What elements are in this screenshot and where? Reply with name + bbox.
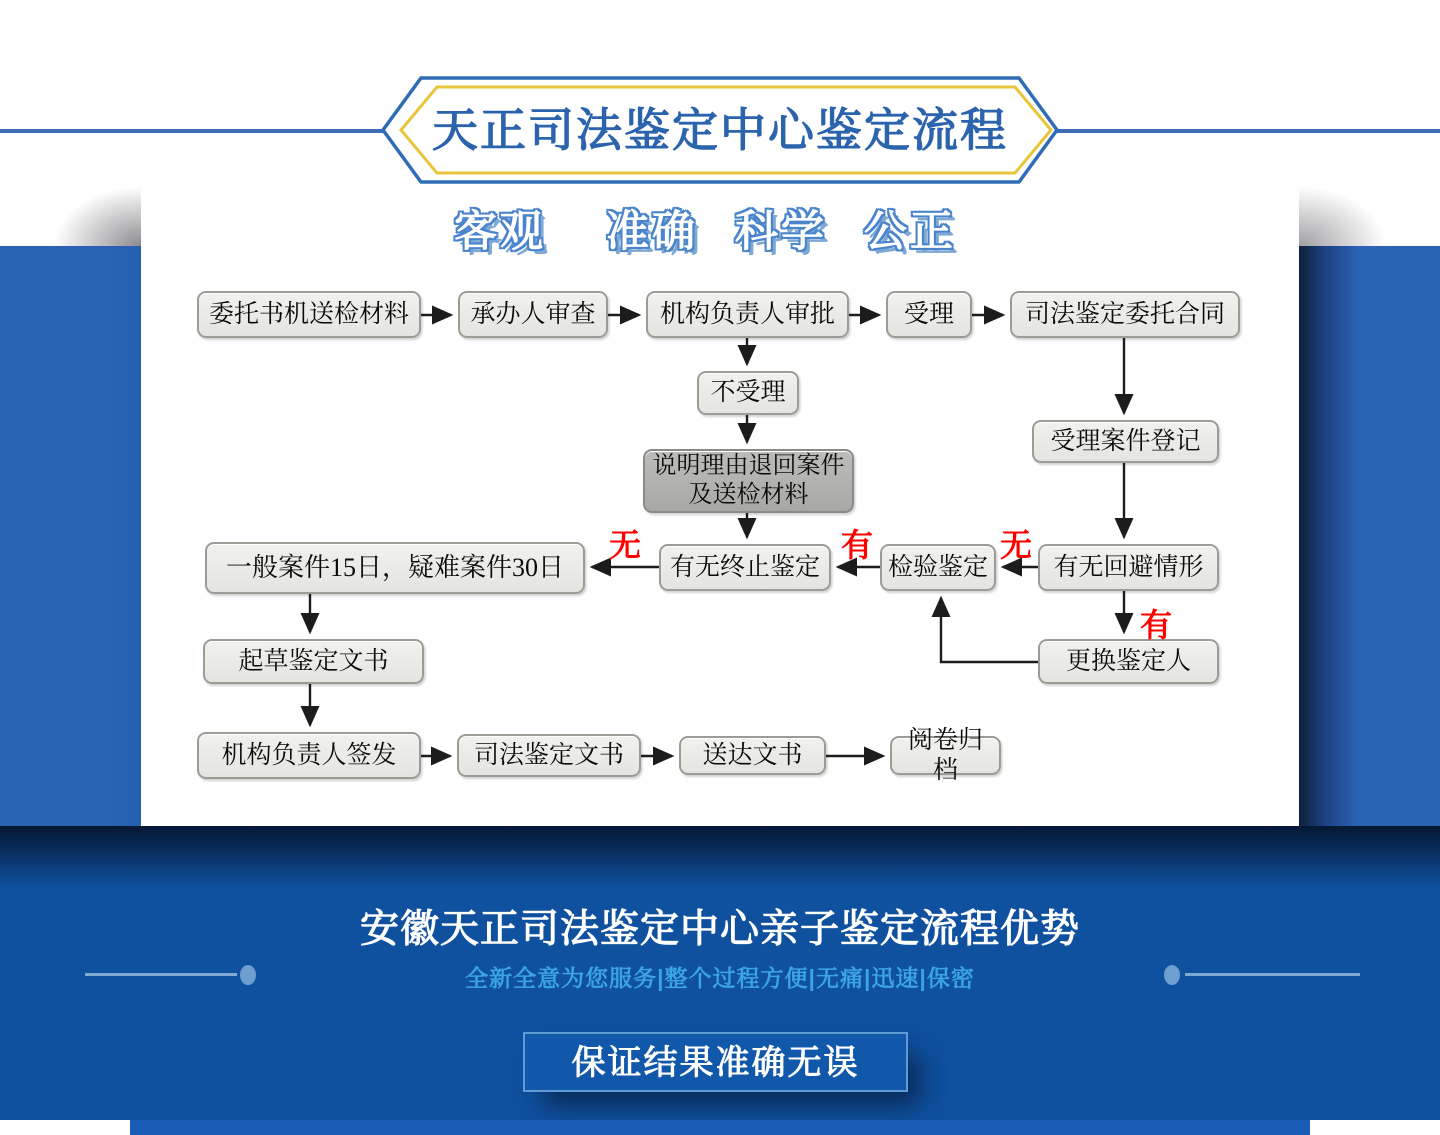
node-recusal-check: 有无回避情形 — [1038, 544, 1219, 591]
guarantee-button[interactable]: 保证结果准确无误 — [523, 1032, 908, 1092]
node-replace-appraiser: 更换鉴定人 — [1038, 639, 1219, 684]
footer-blue-bar — [130, 1120, 1310, 1135]
node-entrust-contract: 司法鉴定委托合同 — [1010, 291, 1240, 338]
node-archive: 阅卷归档 — [890, 736, 1001, 775]
bottom-blue-section — [0, 826, 1440, 1120]
edge-label-no: 无 — [999, 527, 1032, 563]
node-judicial-document: 司法鉴定文书 — [457, 734, 641, 777]
node-entrust-materials: 委托书机送检材料 — [197, 291, 421, 338]
node-reject: 不受理 — [697, 371, 799, 415]
right-blue-sidebar — [1299, 246, 1440, 826]
panel-drop-shadow — [0, 826, 1440, 888]
node-inspection: 检验鉴定 — [880, 544, 996, 591]
node-case-registration: 受理案件登记 — [1032, 420, 1219, 463]
slogan-text — [0, 198, 1410, 259]
divider-dot-right — [1164, 965, 1180, 985]
slogan-word: 科学 — [734, 208, 827, 256]
flow-arrow — [941, 598, 1038, 662]
edge-label-yes: 有 — [1139, 607, 1172, 643]
advantage-heading: 安徽天正司法鉴定中心亲子鉴定流程优势 — [359, 908, 1080, 951]
node-handler-review: 承办人审查 — [458, 291, 608, 338]
slogan-word: 准确 — [606, 208, 699, 256]
edge-label-yes: 有 — [840, 527, 873, 563]
node-termination-check: 有无终止鉴定 — [659, 544, 831, 591]
slogan-word: 公正 — [863, 208, 956, 256]
node-draft-document: 起草鉴定文书 — [203, 639, 424, 684]
node-time-limit: 一般案件15日，疑难案件30日 — [205, 542, 585, 594]
footer-strip — [0, 1120, 1440, 1135]
slogan-word: 客观 — [454, 208, 547, 256]
divider-line-right — [1185, 973, 1360, 976]
right-corner-shadow — [1299, 186, 1387, 246]
page-title: 天正司法鉴定中心鉴定流程 — [432, 104, 1008, 156]
advantage-subtitle: 全新全意为您服务|整个过程方便|无痛|迅速|保密 — [465, 965, 975, 991]
node-director-signoff: 机构负责人签发 — [197, 732, 421, 779]
node-deliver-document: 送达文书 — [679, 736, 826, 775]
node-accept: 受理 — [886, 291, 972, 338]
edge-label-no: 无 — [608, 527, 641, 563]
node-director-approval: 机构负责人审批 — [646, 291, 849, 338]
left-corner-shadow — [53, 186, 141, 246]
node-return-case: 说明理由退回案件及送检材料 — [643, 449, 854, 513]
left-blue-sidebar — [0, 246, 141, 826]
